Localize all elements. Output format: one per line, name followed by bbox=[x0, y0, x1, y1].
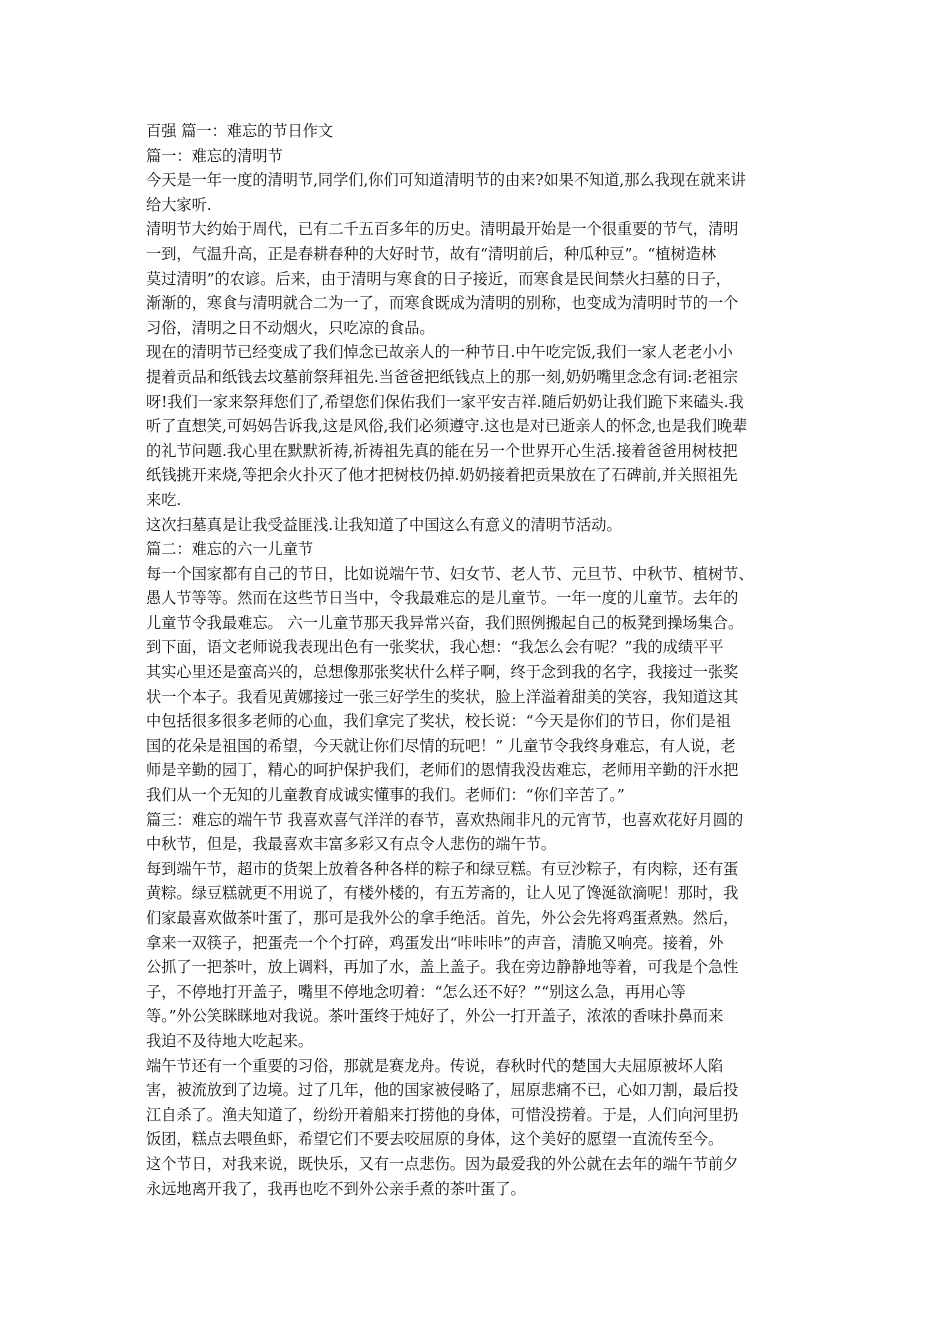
text-line: 愚人节等等。然而在这些节日当中，令我最难忘的是儿童节。一年一度的儿童节。去年的 bbox=[146, 589, 739, 608]
text-line: 江自杀了。渔夫知道了，纷纷开着船来打捞他的身体，可惜没捞着。于是，人们向河里扔 bbox=[146, 1105, 739, 1124]
text-line: 提着贡品和纸钱去坟墓前祭拜祖先.当爸爸把纸钱点上的那一刻,奶奶嘴里念念有词:老祖宗 bbox=[146, 367, 738, 386]
text-line: 子，不停地打开盖子，嘴里不停地念叨着：“怎么还不好？”“别这么急，再用心等 bbox=[146, 982, 686, 1001]
text-line: 篇二：难忘的六一儿童节 bbox=[146, 540, 314, 559]
text-line: 这个节日，对我来说，既快乐，又有一点悲伤。因为最爱我的外公就在去年的端午节前夕 bbox=[146, 1154, 739, 1173]
text-line: 等。”外公笑眯眯地对我说。茶叶蛋终于炖好了，外公一打开盖子，浓浓的香味扑鼻而来 bbox=[146, 1007, 724, 1026]
text-line: 来吃. bbox=[146, 490, 182, 509]
text-line: 篇三：难忘的端午节 我喜欢喜气洋洋的春节，喜欢热闹非凡的元宵节，也喜欢花好月圆的 bbox=[146, 810, 744, 829]
document-body bbox=[146, 119, 826, 1201]
text-line: 师是辛勤的园丁，精心的呵护保护我们，老师们的恩情我没齿难忘，老师用辛勤的汗水把 bbox=[146, 761, 739, 780]
text-line: 给大家听. bbox=[146, 195, 212, 214]
text-line: 永远地离开我了，我再也吃不到外公亲手煮的茶叶蛋了。 bbox=[146, 1179, 526, 1198]
text-line: 我迫不及待地大吃起来。 bbox=[146, 1031, 314, 1050]
text-line: 中秋节，但是，我最喜欢丰富多彩又有点令人悲伤的端午节。 bbox=[146, 835, 557, 854]
text-line: 国的花朵是祖国的希望，今天就让你们尽情的玩吧！” 儿童节令我终身难忘，有人说，老 bbox=[146, 736, 736, 755]
text-line: 到下面，语文老师说我表现出色有一张奖状，我心想：“我怎么会有呢？”我的成绩平平 bbox=[146, 638, 724, 657]
text-line: 这次扫墓真是让我受益匪浅.让我知道了中国这么有意义的清明节活动。 bbox=[146, 515, 622, 534]
text-line: 纸钱挑开来烧,等把余火扑灭了他才把树枝仍掉.奶奶接着把贡果放在了石碑前,并关照祖先 bbox=[146, 466, 738, 485]
text-line: 黄粽。绿豆糕就更不用说了，有楼外楼的，有五芳斋的，让人见了馋涎欲滴呢！那时，我 bbox=[146, 884, 739, 903]
text-line: 公抓了一把茶叶，放上调料，再加了水，盖上盖子。我在旁边静静地等着，可我是个急性 bbox=[146, 958, 739, 977]
text-line: 每到端午节，超市的货架上放着各种各样的粽子和绿豆糕。有豆沙粽子，有肉粽，还有蛋 bbox=[146, 859, 739, 878]
text-line: 中包括很多很多老师的心血，我们拿完了奖状，校长说：“今天是你们的节日，你们是祖 bbox=[146, 712, 731, 731]
text-line: 现在的清明节已经变成了我们悼念已故亲人的一种节日.中午吃完饭,我们一家人老老小小 bbox=[146, 343, 733, 362]
text-line: 拿来一双筷子，把蛋壳一个个打碎，鸡蛋发出“咔咔咔”的声音，清脆又响亮。接着，外 bbox=[146, 933, 724, 952]
text-line: 今天是一年一度的清明节,同学们,你们可知道清明节的由来?如果不知道,那么我现在就来讲 bbox=[146, 171, 746, 190]
text-line: 一到，气温升高，正是春耕春种的大好时节，故有“清明前后，种瓜种豆”。“植树造林 bbox=[146, 244, 717, 263]
text-line: 清明节大约始于周代，已有二千五百多年的历史。清明最开始是一个很重要的节气，清明 bbox=[146, 220, 739, 239]
text-line: 害，被流放到了边境。过了几年，他的国家被侵略了，屈原悲痛不已，心如刀割，最后投 bbox=[146, 1081, 739, 1100]
text-line: 每一个国家都有自己的节日，比如说端午节、妇女节、老人节、元旦节、中秋节、植树节、 bbox=[146, 564, 754, 583]
text-line: 我们从一个无知的儿童教育成诚实懂事的我们。老师们：“你们辛苦了。” bbox=[146, 786, 625, 805]
text-line: 习俗，清明之日不动烟火，只吃凉的食品。 bbox=[146, 318, 435, 337]
text-line: 呀!我们一家来祭拜您们了,希望您们保佑我们一家平安吉祥.随后奶奶让我们跪下来磕头.我 bbox=[146, 392, 744, 411]
text-line: 渐渐的，寒食与清明就合二为一了，而寒食既成为清明的别称，也变成为清明时节的一个 bbox=[146, 294, 739, 313]
text-line: 听了直想笑,可妈妈告诉我,这是风俗,我们必须遵守.这也是对已逝亲人的怀念,也是我们晚辈 bbox=[146, 417, 748, 436]
document-title: 百强 篇一：难忘的节日作文 bbox=[146, 122, 334, 140]
text-line: 们家最喜欢做茶叶蛋了，那可是我外公的拿手绝活。首先，外公会先将鸡蛋煮熟。然后， bbox=[146, 909, 739, 927]
text-line: 的礼节问题.我心里在默默祈祷,祈祷祖先真的能在另一个世界开心生活.接着爸爸用树枝把 bbox=[146, 441, 738, 460]
text-line: 莫过清明”的农谚。后来，由于清明与寒食的日子接近，而寒食是民间禁火扫墓的日子， bbox=[146, 269, 731, 288]
text-line: 其实心里还是蛮高兴的，总想像那张奖状什么样子啊，终于念到我的名字，我接过一张奖 bbox=[146, 663, 739, 682]
text-line: 端午节还有一个重要的习俗，那就是赛龙舟。传说，春秋时代的楚国大夫屈原被坏人陷 bbox=[146, 1056, 724, 1075]
text-line: 饭团，糕点去喂鱼虾，希望它们不要去咬屈原的身体，这个美好的愿望一直流传至今。 bbox=[146, 1130, 724, 1149]
text-line: 状一个本子。我看见黄娜接过一张三好学生的奖状，脸上洋溢着甜美的笑容，我知道这其 bbox=[146, 687, 739, 706]
text-line: 篇一：难忘的清明节 bbox=[146, 146, 283, 165]
text-line: 儿童节令我最难忘。 六一儿童节那天我异常兴奋，我们照例搬起自己的板凳到操场集合。 bbox=[146, 613, 744, 632]
